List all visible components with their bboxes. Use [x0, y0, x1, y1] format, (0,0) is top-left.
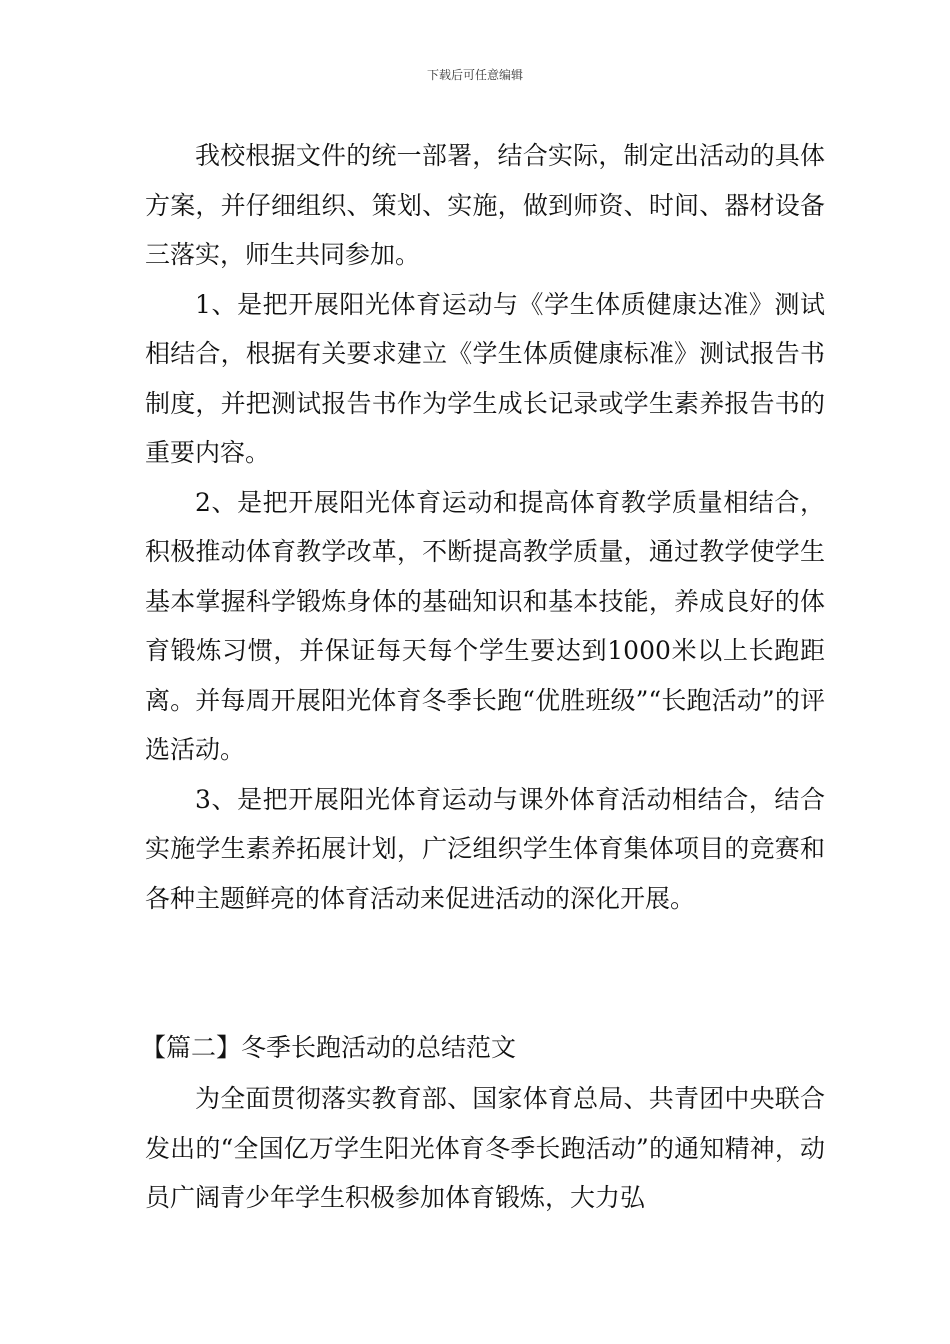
paragraph-item-2: 2、是把开展阳光体育运动和提高体育教学质量相结合，积极推动体育教学改革，不断提高教学质量，通过教学使学生基本掌握科学锻炼身体的基础知识和基本技能，养成良好的体育锻炼习惯，并保证每天每个学生要达到1000米以上长跑距离。并每周开展阳光体育冬季长跑“优胜班级”“长跑活动”的评选活动。: [145, 487, 825, 764]
paragraph-item-3: 3、是把开展阳光体育运动与课外体育活动相结合，结合实施学生素养拓展计划，广泛组织学生体育集体项目的竞赛和各种主题鲜亮的体育活动来促进活动的深化开展。: [145, 784, 825, 913]
page-header-note: 下载后可任意编辑: [426, 68, 523, 82]
paragraph-intro: 我校根据文件的统一部署，结合实际，制定出活动的具体方案，并仔细组织、策划、实施，做到师资、时间、器材设备三落实，师生共同参加。: [145, 141, 825, 269]
section-two: [141, 1028, 825, 1223]
section-paragraph: 为全面贯彻落实教育部、国家体育总局、共青团中央联合发出的“全国亿万学生阳光体育冬季长跑活动”的通知精神，动员广阔青少年学生积极参加体育锻炼，大力弘: [145, 1084, 825, 1212]
document-body: [145, 131, 825, 923]
section-title: 【篇二】冬季长跑活动的总结范文: [141, 1033, 517, 1062]
paragraph-item-1: 1、是把开展阳光体育运动与《学生体质健康达准》测试相结合，根据有关要求建立《学生体质健康标准》测试报告书制度，并把测试报告书作为学生成长记录或学生素养报告书的重要内容。: [145, 289, 825, 467]
